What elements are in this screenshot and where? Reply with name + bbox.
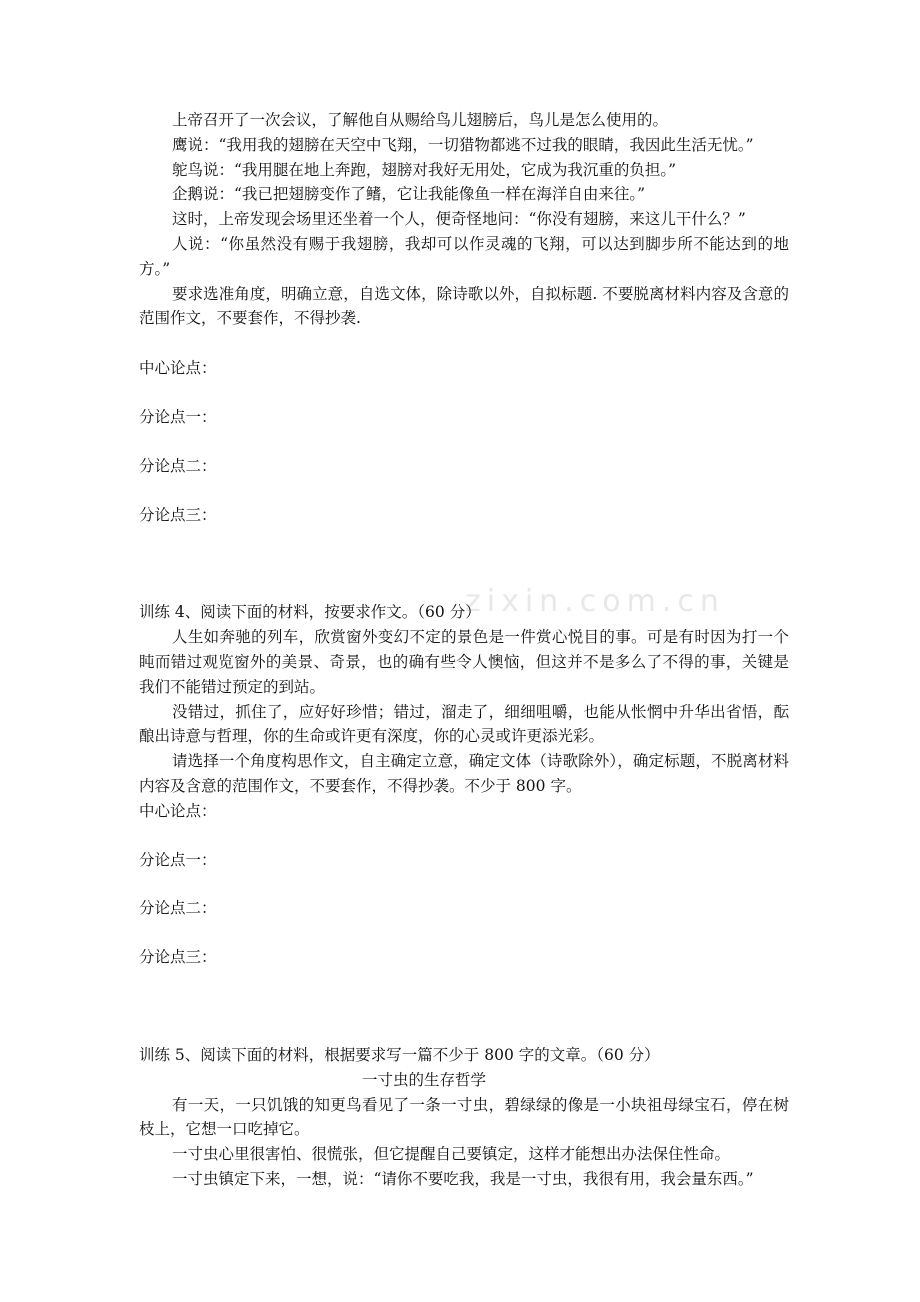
story-title: 一寸虫的生存哲学 xyxy=(361,1070,486,1089)
sub-argument-2-label: 分论点二： xyxy=(139,899,217,918)
requirement-paragraph: 请选择一个角度构思作文，自主确定立意，确定文体（诗歌除外），确定标题，不脱离材料内容及含意的范围作文，不要套作，不得抄袭。不少于 800 字。 xyxy=(139,752,789,795)
section-3-material xyxy=(139,108,789,331)
sub-argument-2-label: 分论点二： xyxy=(139,456,217,475)
paragraph: 鸵鸟说：“我用腿在地上奔跑，翅膀对我好无用处，它成为我沉重的负担。” xyxy=(172,160,677,179)
paragraph: 有一天，一只饥饿的知更鸟看见了一条一寸虫，碧绿绿的像是一小块祖母绿宝石，停在树枝上，它想一口吃掉它。 xyxy=(139,1095,789,1139)
outline-section-4 xyxy=(139,799,789,970)
paragraph: 人生如奔驰的列车，欣赏窗外变幻不定的景色是一件赏心悦目的事。可是有时因为打一个盹而错过观览窗外的美景、奇景，也的确有些令人懊恼，但这并不是多么了不得的事，关键是我们不能错过预定的到站。 xyxy=(139,628,789,696)
sub-argument-1-label: 分论点一： xyxy=(139,850,217,869)
paragraph: 一寸虫镇定下来，一想，说：“请你不要吃我，我是一寸虫，我很有用，我会量东西。” xyxy=(172,1169,754,1188)
sub-argument-3-label: 分论点三： xyxy=(139,505,217,524)
section-heading: 训练 4、阅读下面的材料，按要求作文。（60 分） xyxy=(139,603,481,622)
section-5 xyxy=(139,1043,789,1192)
requirement-paragraph: 要求选准角度，明确立意，自选文体，除诗歌以外，自拟标题. 不要脱离材料内容及含意的范围作文，不要套作，不得抄袭. xyxy=(139,284,789,328)
sub-argument-3-label: 分论点三： xyxy=(139,948,217,967)
section-4 xyxy=(139,600,789,798)
paragraph: 上帝召开了一次会议，了解他自从赐给鸟儿翅膀后，鸟儿是怎么使用的。 xyxy=(172,111,669,129)
watermark: zixin.com.cn xyxy=(465,584,725,619)
paragraph: 这时，上帝发现会场里还坐着一个人，便奇怪地问：“你没有翅膀，来这儿干什么？” xyxy=(172,210,746,229)
paragraph: 鹰说：“我用我的翅膀在天空中飞翔，一切猎物都逃不过我的眼睛，我因此生活无忧。” xyxy=(172,135,754,154)
sub-argument-1-label: 分论点一： xyxy=(139,407,217,426)
outline-section-3 xyxy=(139,356,789,527)
paragraph: 没错过，抓住了，应好好珍惜；错过，溜走了，细细咀嚼，也能从怅惘中升华出省悟，酝酿出诗意与哲理，你的生命或许更有深度，你的心灵或许更添光彩。 xyxy=(139,702,789,746)
section-heading: 训练 5、阅读下面的材料，根据要求写一篇不少于 800 字的文章。（60 分） xyxy=(139,1045,660,1064)
paragraph: 一寸虫心里很害怕、很慌张，但它提醒自己要镇定，这样才能想出办法保住性命。 xyxy=(172,1145,731,1164)
central-argument-label: 中心论点： xyxy=(139,359,217,378)
paragraph: 企鹅说：“我已把翅膀变作了鳍，它让我能像鱼一样在海洋自由来往。” xyxy=(172,185,646,204)
paragraph: 人说：“你虽然没有赐于我翅膀，我却可以作灵魂的飞翔，可以达到脚步所不能达到的地方。” xyxy=(139,234,789,278)
central-argument-label: 中心论点： xyxy=(139,801,217,820)
document-page xyxy=(139,108,789,1192)
